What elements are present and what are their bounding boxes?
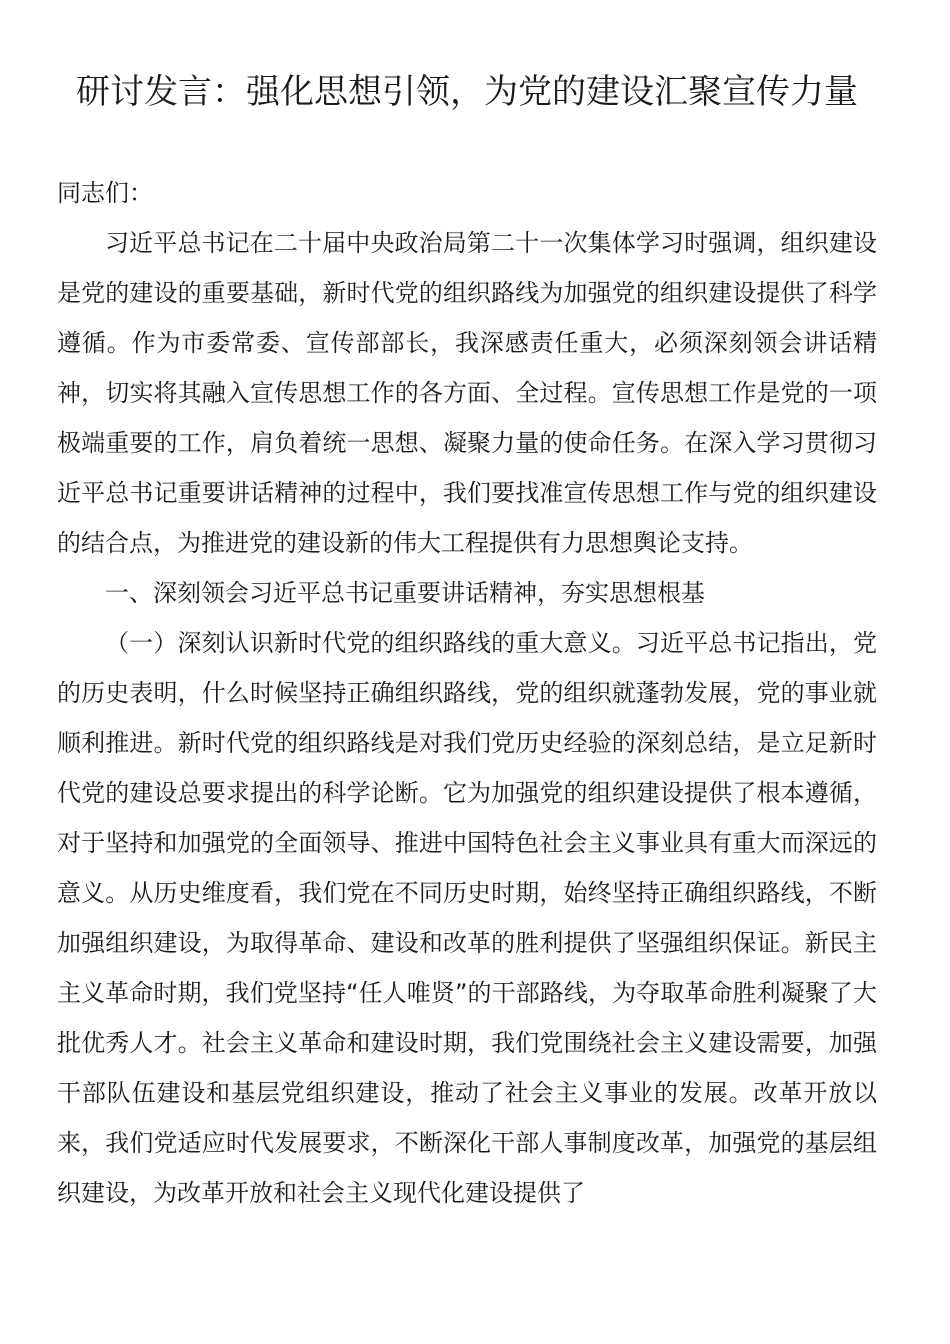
document-body (57, 168, 877, 1218)
salutation: 同志们： (57, 179, 153, 207)
paragraph-intro: 习近平总书记在二十届中央政治局第二十一次集体学习时强调，组织建设是党的建设的重要基础，新时代党的组织路线为加强党的组织建设提供了科学遵循。作为市委常委、宣传部部长，我深感责任重大，必须深刻领会讲话精神，切实将其融入宣传思想工作的各方面、全过程。宣传思想工作是党的一项极端重要的工作，肩负着统一思想、凝聚力量的使命任务。在深入学习贯彻习近平总书记重要讲话精神的过程中，我们要找准宣传思想工作与党的组织建设的结合点，为推进党的建设新的伟大工程提供有力思想舆论支持。 (57, 229, 877, 557)
document-title: 研讨发言：强化思想引领，为党的建设汇聚宣传力量 (76, 72, 858, 112)
document-page (57, 62, 877, 1218)
section-heading-1: 一、深刻领会习近平总书记重要讲话精神，夯实思想根基 (105, 579, 705, 607)
paragraph-1-1: （一）深刻认识新时代党的组织路线的重大意义。习近平总书记指出，党的历史表明，什么时候坚持正确组织路线，党的组织就蓬勃发展，党的事业就顺利推进。新时代党的组织路线是对我们党历史经验的深刻总结，是立足新时代党的建设总要求提出的科学论断。它为加强党的组织建设提供了根本遵循，对于坚持和加强党的全面领导、推进中国特色社会主义事业具有重大而深远的意义。从历史维度看，我们党在不同历史时期，始终坚持正确组织路线，不断加强组织建设，为取得革命、建设和改革的胜利提供了坚强组织保证。新民主主义革命时期，我们党坚持“任人唯贤”的干部路线，为夺取革命胜利凝聚了大批优秀人才。社会主义革命和建设时期，我们党围绕社会主义建设需要，加强干部队伍建设和基层党组织建设，推动了社会主义事业的发展。改革开放以来，我们党适应时代发展要求，不断深化干部人事制度改革，加强党的基层组织建设，为改革开放和社会主义现代化建设提供了 (57, 629, 877, 1207)
